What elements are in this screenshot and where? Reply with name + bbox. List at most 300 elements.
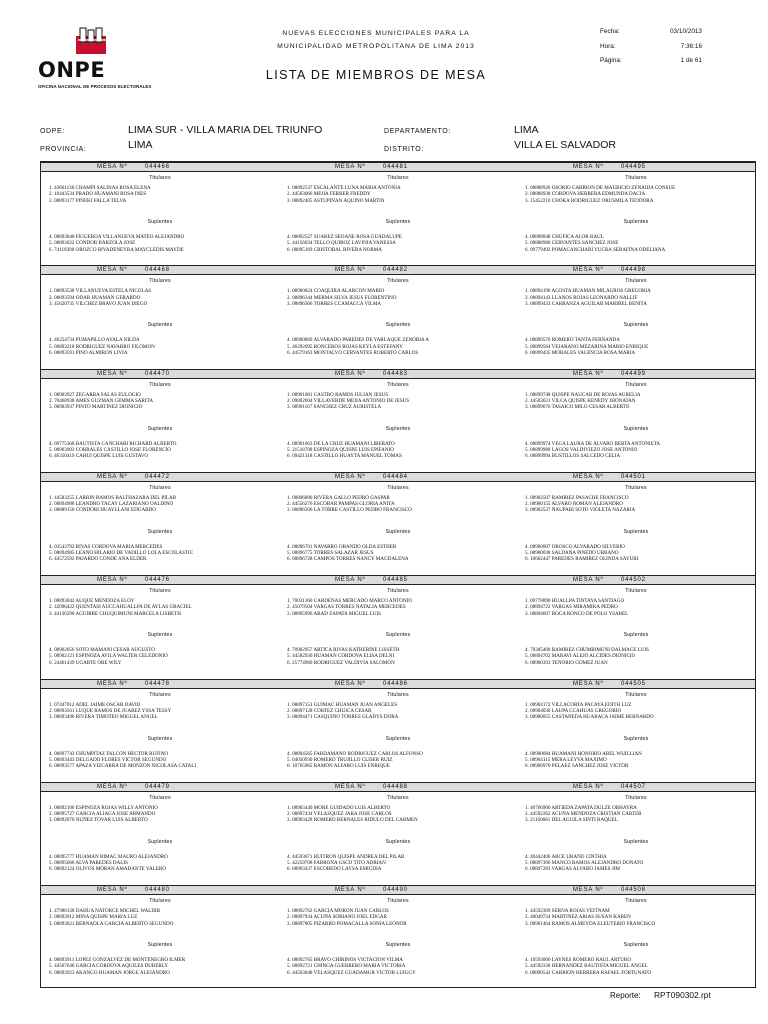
mesa-number: 044484 — [383, 473, 408, 480]
mesa-label: MESA Nº — [97, 164, 128, 170]
mesa-header-bar — [517, 575, 755, 585]
suplente-entry: 6. 09779492 POMACANCHARI YUCRA SERAFINA ODELIANA — [525, 246, 666, 253]
suplente-entry: 6. 08893577 APAZA VIZCARRA DE MONZON NICOLASA CATALI — [49, 763, 197, 770]
titulares-heading: Titulares — [625, 794, 647, 801]
titular-entry: 2. 08893912 MINA QUISPE MARIA LUZ — [49, 914, 138, 921]
mesa-header-bar — [517, 162, 755, 172]
fecha-value: 03/10/2013 — [670, 28, 702, 35]
suplente-entry: 6. 08899994 BUSTILLOS SALCEDO CELIA — [525, 453, 621, 460]
suplente-entry: 5. 08894985 LEAÑO HILARIO DE VADILLO LOLA ESCOLASTIC — [49, 550, 194, 557]
titular-entry: 1. 08897151 GUIMAC HUAMAN JUAN ANGELES — [287, 701, 398, 708]
titular-entry: 3. 45620735 VILCHEZ BRAVO JUAN DIEGO — [49, 300, 148, 307]
titular-entry: 1. 08892106 ESPINOZA ROJAS WILLY ANTONIO — [49, 804, 158, 811]
mesa-row — [41, 575, 755, 678]
titular-entry: 2. 08893561 LUQUE RAMOS DE JUAREZ YSSA TESSY — [49, 707, 172, 714]
mesa-header-bar — [517, 679, 755, 689]
suplente-entry: 5. 08899564 VEJARANO MEZARINA MARIO ENRIQUE — [525, 343, 649, 350]
mesa-header-bar — [279, 782, 517, 792]
suplentes-heading: Suplentes — [623, 425, 649, 432]
mesa-block — [41, 885, 279, 988]
mesa-header-bar — [517, 782, 755, 792]
mesa-row — [41, 782, 755, 885]
suplente-entry: 6. 24461439 UGARTE ORE WILY — [49, 659, 122, 666]
mesa-block — [279, 265, 517, 368]
mesa-block — [517, 885, 755, 988]
titular-entry: 3. 08893621 BERNAOLA GARCIA ALBERTO SEGUNDO — [49, 920, 174, 927]
suplentes-heading: Suplentes — [623, 632, 649, 639]
titular-entry: 3. 08894607 ROCA RONCO DE POLO YSABEL — [525, 610, 629, 617]
titulares-heading: Titulares — [625, 278, 647, 285]
titular-entry: 1. 08899748 QUISPE NAUCAR DE ROJAS AURELIA — [525, 391, 641, 398]
mesa-row — [41, 265, 755, 368]
mesa-block — [279, 679, 517, 782]
mesa-label: MESA Nº — [573, 473, 604, 480]
titulares-heading: Titulares — [149, 691, 171, 698]
mesa-number: 044480 — [145, 887, 170, 894]
titular-entry: 2. 40049724 MARTINEZ ARIAS SUSAN KAREN — [525, 914, 631, 921]
mesa-block — [279, 162, 517, 265]
suplente-entry: 5. 08893443 DELGADO FLORES VICTOR SEGUNDO — [49, 756, 167, 763]
suplentes-heading: Suplentes — [385, 322, 411, 329]
mesa-label: MESA Nº — [573, 577, 604, 584]
titular-entry: 3. 08896366 TORRES CCAMACCA VILMA — [287, 300, 382, 307]
departamento-value: LIMA — [514, 124, 539, 136]
mesa-number: 044507 — [621, 783, 646, 790]
titular-entry: 1. 08888926 OSORIO CARRION DE MAURICIO ZENAIDA CONSUE — [525, 185, 676, 191]
titular-entry: 2. 08897128 CORTEZ CHUICA CESAR — [287, 707, 372, 714]
suplentes-heading: Suplentes — [623, 838, 649, 845]
titular-entry: 3. 08897805 PIZARRO POMACALLA SONIA LEONOR — [287, 920, 407, 927]
suplentes-heading: Suplentes — [147, 942, 173, 949]
titular-entry: 1. 47980138 DAHUA NATORCE MICHEL WALDIR — [49, 908, 161, 915]
mesa-label: MESA Nº — [573, 164, 604, 170]
mesa-block — [279, 575, 517, 678]
mesa-header-bar — [279, 679, 517, 689]
suplente-entry: 6. 09421318 CASTILLO HUAYTA MANUEL TOMAS — [287, 453, 402, 460]
suplente-entry: 4. 08893911 LOPEZ GONZALVEZ DE MONTENEGRO ILMER — [49, 957, 186, 964]
suplente-entry: 4. 44593071 BUITRON QUISPE ANDREA DEL PILAR — [287, 853, 405, 860]
mesa-header-bar — [41, 265, 279, 275]
mesa-number: 044478 — [145, 680, 170, 687]
titular-entry: 1. 08901081 CASTRO RAMOS JULIAN JESUS — [287, 391, 389, 398]
mesa-block — [279, 369, 517, 472]
titulares-heading: Titulares — [387, 381, 409, 388]
titular-entry: 2. 08897934 ACUÑA SORIANO JOEL EDGAR — [287, 914, 387, 921]
mesa-block — [517, 369, 755, 472]
suplente-entry: 4. 08900869 ALVARADO PAREDES DE YARLAQUE ZENOBIA A — [287, 337, 429, 344]
suplentes-heading: Suplentes — [623, 942, 649, 949]
mesa-number: 044470 — [145, 370, 170, 377]
mesa-number: 044485 — [383, 577, 408, 584]
titular-entry: 2. 08894143 LLANOS ROJAS LEONARDO NALLIF — [525, 294, 638, 301]
titulares-heading: Titulares — [387, 794, 409, 801]
titular-entry: 2. 44563066 MEJIA FERRER FREDDY — [287, 191, 371, 198]
suplente-entry: 4. 08892765 BRAVO CHIRINOS VICTACION VILMA — [287, 957, 403, 964]
suplente-entry: 4. 08892527 SUAREZ SEOANE ROSA GUADALUPE — [287, 234, 402, 240]
suplentes-heading: Suplentes — [623, 322, 649, 329]
suplente-entry: 4. 08900684 HUAMANI HONORIO ABEL WUILLIAN — [525, 750, 642, 757]
suplente-entry: 4. 08895777 HUAMAN RIMAC MAURO ALEJANDRO — [49, 853, 168, 860]
mesa-label: MESA Nº — [97, 267, 128, 274]
mesa-label: MESA Nº — [335, 680, 366, 687]
suplente-entry: 4. 03543792 RIVAS CORDOVA MARIA MERCEDES — [49, 543, 163, 550]
pagina-value: 1 de 61 — [680, 57, 702, 64]
suplente-entry: 6. 08896728 CAMPOS TORRES NANCY MAGDALENA — [287, 556, 409, 563]
suplente-entry: 5. 08893218 RODRIGUEZ NAVARRO FILOMON — [49, 343, 155, 350]
suplentes-heading: Suplentes — [385, 528, 411, 535]
mesa-label: MESA Nº — [573, 267, 604, 274]
mesa-header-bar — [279, 885, 517, 895]
titular-entry: 3. 08895996 ABAD ZAPATA MIGUEL LUIS — [287, 610, 382, 617]
suplente-entry: 5. 44592330 HERNANDEZ BAUTISTA MIGUEL ANGEL — [525, 963, 648, 970]
mesa-number: 044490 — [383, 887, 408, 894]
suplente-entry: 5. 08899988 LAGOS VALDIVIEZO JOSE ANTONIO — [525, 446, 638, 453]
titulares-heading: Titulares — [149, 175, 171, 181]
mesa-block — [279, 472, 517, 575]
titular-entry: 2. 44556276 ESCOBAR PAMPAS GLORIA ANITA — [287, 501, 395, 508]
suplente-entry: 6. 08895169 CRISTOBAL RIVERA NORMA — [287, 246, 382, 253]
mesa-number: 044501 — [621, 473, 646, 480]
mesa-row — [41, 679, 755, 782]
suplente-entry: 5. 08892721 CHINGA GUERRERO MARIA VICTORIA — [287, 963, 406, 970]
suplente-entry: 5. 08896775 TORRES SALAZAR JESUS — [287, 550, 374, 557]
mesa-number: 044499 — [621, 370, 646, 377]
logo-tagline: OFICINA NACIONAL DE PROCESOS ELECTORALES — [38, 84, 152, 89]
titular-entry: 1. 08892762 GARCIA MORON JUAN CARLOS — [287, 908, 389, 915]
ballot-box-icon — [72, 26, 112, 56]
titular-entry: 2. 10443534 PRADO HUAMANI ROSA INES — [49, 191, 147, 198]
titular-entry: 3. 08901167 SANCHEZ CRUZ AURISTELA — [287, 404, 382, 411]
titular-entry: 3. 08894471 CASQUINO TORRES GLADYS DORA — [287, 714, 399, 721]
mesa-block — [41, 472, 279, 575]
titulares-heading: Titulares — [625, 691, 647, 698]
suplente-entry: 6. 08897283 VARGAS ALVARO JAMES JIM — [525, 866, 620, 873]
mesa-block — [517, 782, 755, 885]
suplente-entry: 4. 08900007 OROSCO ALVARADO SILVERIO — [525, 543, 625, 550]
titular-entry: 1. 08902507 RAMIREZ PASACHE FRANCISCO — [525, 494, 629, 501]
titulares-heading: Titulares — [149, 794, 171, 801]
mesa-block — [41, 575, 279, 678]
suplente-entry: 6. 08900970 PELAEZ SANCHEZ JOSE VICTOR — [525, 763, 629, 770]
titulares-heading: Titulares — [625, 898, 647, 905]
reporte-label: Reporte: — [610, 991, 641, 1000]
suplente-entry: 6. 08890542 CARRION HERRERA RAFAEL FORTUNATO — [525, 969, 652, 976]
titular-entry: 1. 08900824 COAQUIRA ALARCON MARIO — [287, 288, 385, 295]
titulares-heading: Titulares — [149, 898, 171, 905]
suplente-entry: 6. 44563048 VELASQUEZ GUADAMUR VICTOR LUIGGY — [287, 969, 416, 976]
titulares-heading: Titulares — [387, 278, 409, 285]
suplente-entry: 4. 70902957 ARTICA RIVAS KATHERINE LISSETH — [287, 647, 400, 654]
mesa-number: 044472 — [145, 473, 170, 480]
titular-entry: 3. 08903937 PINTO MARTINEZ DIONICIO — [49, 404, 143, 411]
titular-entry: 3. 08901464 RAMOS ALMEYDA ELEUTERIO FRANCISCO — [525, 920, 656, 927]
suplentes-heading: Suplentes — [385, 425, 411, 432]
suplente-entry: 4. 46254734 PUMAPILLO AYALA NILDA — [49, 337, 140, 344]
suplente-entry: 5. 08904115 MERA LEYVA MAXIMO — [525, 756, 607, 763]
mesa-label: MESA Nº — [335, 267, 366, 274]
titular-entry: 1. 44592309 SERNA ROJAS VEITNAM — [525, 908, 610, 915]
odpe-value: LIMA SUR - VILLA MARIA DEL TRIUNFO — [128, 124, 323, 136]
mesa-label: MESA Nº — [335, 783, 366, 790]
mesa-header-bar — [41, 162, 279, 172]
titular-entry: 2. 08895727 GARCIA ALIAGA JOSE ARMANDO — [49, 811, 156, 818]
departamento-label: DEPARTAMENTO: — [384, 128, 451, 135]
report-header — [0, 0, 768, 120]
suplente-entry: 4. 10593006 LAYNES ROMERO RAUL ARTURO — [525, 957, 632, 964]
mesa-number: 044479 — [145, 783, 170, 790]
mesa-header-bar — [41, 575, 279, 585]
suplente-entry: 4. 08899576 ROMERO TANTA FERNANDA — [525, 337, 620, 344]
suplentes-heading: Suplentes — [385, 838, 411, 845]
suplentes-heading: Suplentes — [385, 632, 411, 639]
mesa-number: 044468 — [145, 267, 170, 274]
titular-entry: 2. 45079504 VARGAS TORRES NATALIA MERCEDES — [287, 604, 406, 611]
mesa-label: MESA Nº — [573, 680, 604, 687]
suplentes-heading: Suplentes — [147, 425, 173, 432]
suplente-entry: 6. 46350419 CAHUI QUISPE LUIS GUSTAVO — [49, 453, 149, 460]
mesa-header-bar — [279, 369, 517, 379]
suplente-entry: 5. 08900038 SALDAÑA PINEDO URBANO — [525, 550, 619, 557]
suplente-entry: 5. 08888980 CERVANTES SANCHEZ JOSE — [525, 240, 619, 247]
distrito-value: VILLA EL SALVADOR — [514, 139, 616, 151]
suplente-entry: 4. 40442406 ARCE URAÑO CINTHIA — [525, 853, 607, 860]
mesa-block — [517, 679, 755, 782]
titulares-heading: Titulares — [387, 588, 409, 595]
titular-entry: 1. 08896880 RIVERA GALLO PEDRO GASPAR — [287, 494, 390, 501]
titular-entry: 2. 44592262 ACUÑA MENDOZA CRISTIAN CARTER — [525, 811, 642, 818]
mesa-number: 044498 — [621, 267, 646, 274]
suplente-entry: 6. 10765965 RAMON ALFARO LUIS ENRIQUE — [287, 763, 390, 770]
mesa-row — [41, 885, 755, 988]
mesa-grid — [40, 161, 756, 988]
provincia-label: PROVINCIA: — [40, 146, 87, 153]
titulares-heading: Titulares — [387, 898, 409, 905]
titular-entry: 1. 07447012 ADEL JAIME OSCAR DAVID — [49, 701, 141, 708]
suplente-entry: 4. 08901063 DE LA CRUZ HUAMANI LIBERATO — [287, 440, 395, 447]
titular-entry: 1. 44583255 LARRIN RAMOS BALTHAZARA DEL PILAR — [49, 494, 177, 501]
mesa-block — [41, 782, 279, 885]
suplente-entry: 6. 10662447 PAREDES RAMIREZ OLINDA SAYURI — [525, 556, 639, 563]
titular-entry: 2. 08893594 ODAR HUAMAN GERARDO — [49, 294, 141, 301]
election-title-line-2: MUNICIPALIDAD METROPOLITANA DE LIMA 2013 — [277, 43, 475, 50]
suplente-entry: 5. 08894702 MARAVI ALEJO ALCIDES DIONICIO — [525, 653, 636, 660]
titular-entry: 2. 08894722 VARGAS MIRAMIKA PEDRO — [525, 604, 618, 611]
suplente-entry: 4. 08894565 FARDAMANO RODRIGUEZ CARLOS ALFONSO — [287, 750, 423, 757]
mesa-label: MESA Nº — [97, 577, 128, 584]
titular-entry: 3. 08899433 CARRANZA AGUILAR MARIBEL BENITA — [525, 300, 647, 307]
suplente-entry: 5. 08893022 CONDOR BARZOLA JOSE — [49, 240, 136, 247]
mesa-header-bar — [41, 369, 279, 379]
titular-entry: 1. 08903440 MORE GUIDADO LUIS ALBERTO — [287, 804, 391, 811]
titulares-heading: Titulares — [387, 484, 409, 491]
suplente-entry: 6. 08893923 AKANGO HUAMAN JORGE ALEJANDRO — [49, 969, 170, 976]
suplentes-heading: Suplentes — [385, 942, 411, 949]
titular-entry: 2. 70468938 AMES GUZMAN GEMMA SARITA — [49, 397, 154, 404]
suplentes-heading: Suplentes — [147, 632, 173, 639]
titular-entry: 1. 08892537 ESCALANTE LUNA MARIA ANTONIA — [287, 185, 401, 191]
titulares-heading: Titulares — [149, 278, 171, 285]
mesa-label: MESA Nº — [97, 473, 128, 480]
mesa-number: 044466 — [145, 164, 170, 170]
titular-entry: 3. 08889150 CONDORI HUAYLLANI EDUARDO — [49, 507, 156, 514]
mesa-header-bar — [517, 369, 755, 379]
suplentes-heading: Suplentes — [147, 322, 173, 329]
mesa-label: MESA Nº — [97, 370, 128, 377]
mesa-block — [41, 369, 279, 472]
mesa-label: MESA Nº — [335, 887, 366, 894]
suplente-entry: 4. 08893040 FIGUEROA VILLANUEVA MATEO ALEJANDRO — [49, 234, 185, 240]
suplentes-heading: Suplentes — [623, 219, 649, 225]
suplente-entry: 6. 08903437 ESCOBEDO LAYSA EMIGDIA — [287, 866, 382, 873]
mesa-label: MESA Nº — [97, 680, 128, 687]
mesa-label: MESA Nº — [335, 577, 366, 584]
titular-entry: 1. 08894196 ACOSTA HUAMAN MILAGROS GREGORIA — [525, 288, 651, 295]
titular-entry: 2. 08897434 VELASQUEZ JARA JOSE CARLOS — [287, 811, 392, 818]
titular-entry: 3. 08903428 ROMERO BERNALES RIDULO DEL CARMEN — [287, 817, 418, 824]
mesa-row — [41, 472, 755, 575]
suplente-entry: 4. 08902056 SOTO MAMANI CESAR AUGUSTO — [49, 647, 155, 654]
suplente-entry: 4. 08896701 NAVARRO OBANDO OLDA ESTHER — [287, 543, 397, 550]
suplente-entry: 5. 46292095 RONCEROS ROJAS KEYLA ESTEFANY — [287, 343, 403, 350]
titulares-heading: Titulares — [149, 484, 171, 491]
titulares-heading: Titulares — [149, 588, 171, 595]
suplente-entry: 5. 44567646 GARCIA CORDOVA AQUILES DUBERLY — [49, 963, 169, 970]
mesa-label: MESA Nº — [335, 473, 366, 480]
titular-entry: 3. 08902537 ÑAUPARI SOTO VIOLETA NAZARIA — [525, 507, 636, 514]
mesa-header-bar — [41, 679, 279, 689]
titular-entry: 2. 44503631 VILCA QUISPE KENEDY JHONATAN — [525, 397, 636, 404]
mesa-block — [517, 162, 755, 265]
mesa-header-bar — [517, 885, 755, 895]
titular-entry: 2. 09802064 VILLAVERDE MEJIA ANTONIO DE JESUS — [287, 397, 410, 404]
mesa-number: 044488 — [383, 783, 408, 790]
suplente-entry: 5. 44582930 HUAMAN CORDOVA ELISA DELNI — [287, 653, 395, 660]
suplente-entry: 6. 44579163 MONTALVO CERVANTES ROBERTO CARLOS — [287, 349, 419, 356]
mesa-block — [517, 472, 755, 575]
titular-entry: 1. 70031360 CARDENAS MERCADO MARCO ANTONIO — [287, 598, 412, 605]
titular-entry: 3. 21160681 DEL AGUILA SINTI RAQUEL — [525, 817, 618, 824]
logo-brand: ONPE — [38, 58, 106, 82]
mesa-block — [279, 782, 517, 885]
election-title-line-1: NUEVAS ELECCIONES MUNICIPALES PARA LA — [282, 30, 470, 37]
suplentes-heading: Suplentes — [147, 528, 173, 535]
mesa-number: 044495 — [621, 164, 646, 170]
suplentes-heading: Suplentes — [147, 735, 173, 742]
titular-entry: 1. 08904172 VILLACORTA PACAYA EDITH LUZ — [525, 701, 632, 708]
suplente-entry: 6. 08893591 PINO ALMIRON LIVIA — [49, 349, 128, 356]
mesa-number: 044483 — [383, 370, 408, 377]
titular-entry: 2. 08900155 ALVARO ROMAN ALEJANDRO — [525, 501, 623, 508]
mesa-header-bar — [279, 575, 517, 585]
suplente-entry: 6. 08899435 MORALES VALENCIA ROSA MARIA — [525, 349, 636, 356]
mesa-block — [279, 885, 517, 988]
mesa-label: MESA Nº — [335, 164, 366, 170]
titular-entry: 2. 42096422 QUENTASI AUCCAHUALLPA DE AYLAS GRACIEL — [49, 604, 192, 611]
titular-entry: 3. 08893496 RIVERA TIMOTEO MIGUEL ANGEL — [49, 714, 158, 721]
mesa-header-bar — [279, 162, 517, 172]
titular-entry: 3. 44136290 AGUIRRE CHUQUIMUNI MARCELA LISBETH — [49, 610, 181, 617]
distrito-label: DISTRITO: — [384, 146, 424, 153]
odpe-label: ODPE: — [40, 128, 65, 135]
titular-entry: 2. 08896344 MERMA SILVA JESUS FLORENTINO — [287, 294, 397, 301]
titulares-heading: Titulares — [387, 175, 409, 181]
suplente-entry: 4. 09775368 BAUTISTA CANCHARI RICHARD ALBERTO — [49, 440, 177, 447]
mesa-block — [41, 162, 279, 265]
mesa-label: MESA Nº — [573, 887, 604, 894]
provincia-value: LIMA — [128, 139, 153, 151]
mesa-number: 044486 — [383, 680, 408, 687]
suplente-entry: 5. 08895666 ALVA PAREDES DALIS — [49, 860, 128, 867]
mesa-header-bar — [517, 265, 755, 275]
titular-entry: 3. 08899676 TASAICO MILO CESAR ALBERTO — [525, 404, 630, 411]
mesa-number: 044502 — [621, 577, 646, 584]
suplente-entry: 5. 42259708 FARRONA GSCO TITO ADRIAN — [287, 860, 386, 867]
mesa-label: MESA Nº — [335, 370, 366, 377]
suplente-entry: 5. 21518708 ESPINOZA QUISPE LUIS EPIFANIO — [287, 446, 394, 453]
mesa-number: 044476 — [145, 577, 170, 584]
suplentes-heading: Suplentes — [385, 219, 411, 225]
mesa-row — [41, 162, 755, 265]
suplentes-heading: Suplentes — [623, 528, 649, 535]
fecha-label: Fecha: — [600, 28, 620, 35]
suplentes-heading: Suplentes — [385, 735, 411, 742]
suplente-entry: 4. 08897743 CHUMPITAZ FALCON HECTOR RUFINO — [49, 750, 169, 757]
mesa-header-bar — [41, 782, 279, 792]
suplente-entry: 6. 08900393 TENORIO GOMEZ JUAN — [525, 659, 608, 666]
titulares-heading: Titulares — [387, 691, 409, 698]
mesa-block — [517, 575, 755, 678]
mesa-header-bar — [279, 265, 517, 275]
mesa-number: 044481 — [383, 164, 408, 170]
titular-entry: 1. 08903927 ZEGARRA SALAS EULOGIO — [49, 391, 141, 398]
titular-entry: 3. 08900055 CASTAÑEDA HUARACA JAIME BERNARDO — [525, 714, 654, 721]
hora-value: 7:36:16 — [680, 43, 702, 50]
titular-entry: 2. 08894988 LEANDRO TACAY LAZARIANO OALDINO — [49, 501, 174, 508]
mesa-label: MESA Nº — [97, 887, 128, 894]
suplente-entry: 6. 44572592 PAJARDO CONDE ANA ELDER — [49, 556, 147, 563]
mesa-label: MESA Nº — [573, 783, 604, 790]
mesa-block — [517, 265, 755, 368]
titulares-heading: Titulares — [625, 588, 647, 595]
mesa-header-bar — [517, 472, 755, 482]
titular-entry: 3. 08893177 PINEKI FALLA TELVA — [49, 197, 127, 204]
mesa-label: MESA Nº — [97, 783, 128, 790]
suplente-entry: 4. 08898848 CHUFICA ALOR RAUL — [525, 234, 604, 240]
titular-entry: 1. 08893538 VILLANUEVA ESTELA NICOLAS — [49, 288, 152, 295]
suplente-entry: 5. 08903903 CORRALES CASTILLO JOSE FLORENCIO — [49, 446, 171, 453]
mesa-header-bar — [41, 472, 279, 482]
mesa-block — [41, 265, 279, 368]
titulares-heading: Titulares — [625, 484, 647, 491]
titular-entry: 3. 15452210 CHOKA RODRIGUEZ ORUSMILA TEODORA — [525, 197, 654, 204]
suplente-entry: 5. 08902121 ESPINOZA AVILA WALTER CELEDONIO — [49, 653, 168, 660]
suplentes-heading: Suplentes — [623, 735, 649, 742]
titular-entry: 2. 08888938 CORDOVA HERRERA EDMUNDA DACIA — [525, 191, 646, 198]
mesa-number: 044482 — [383, 267, 408, 274]
titulares-heading: Titulares — [625, 381, 647, 388]
suplente-entry: 4. 08899974 VEGA LAURA DE ALVARO BERTA ANTONIETA — [525, 440, 661, 447]
suplente-entry: 5. 04050930 ROMERO TRUJILLO CLISER RUIZ — [287, 756, 393, 763]
onpe-logo — [36, 26, 152, 100]
titulares-heading: Titulares — [149, 381, 171, 388]
titular-entry: 1. 46766906 ARTIEDA ZAPATA DULZE OBHAYRA — [525, 804, 637, 811]
suplentes-heading: Suplentes — [147, 838, 173, 845]
titular-entry: 3. 08896306 LA TORRE CASTILLO PEDRO FRANCISCO — [287, 507, 412, 514]
titular-entry: 3. 08892405 ASTUPINAN AQUINO MARTIN — [287, 197, 385, 204]
hora-label: Hora: — [600, 43, 616, 50]
mesa-label: MESA Nº — [573, 370, 604, 377]
mesa-row — [41, 369, 755, 472]
